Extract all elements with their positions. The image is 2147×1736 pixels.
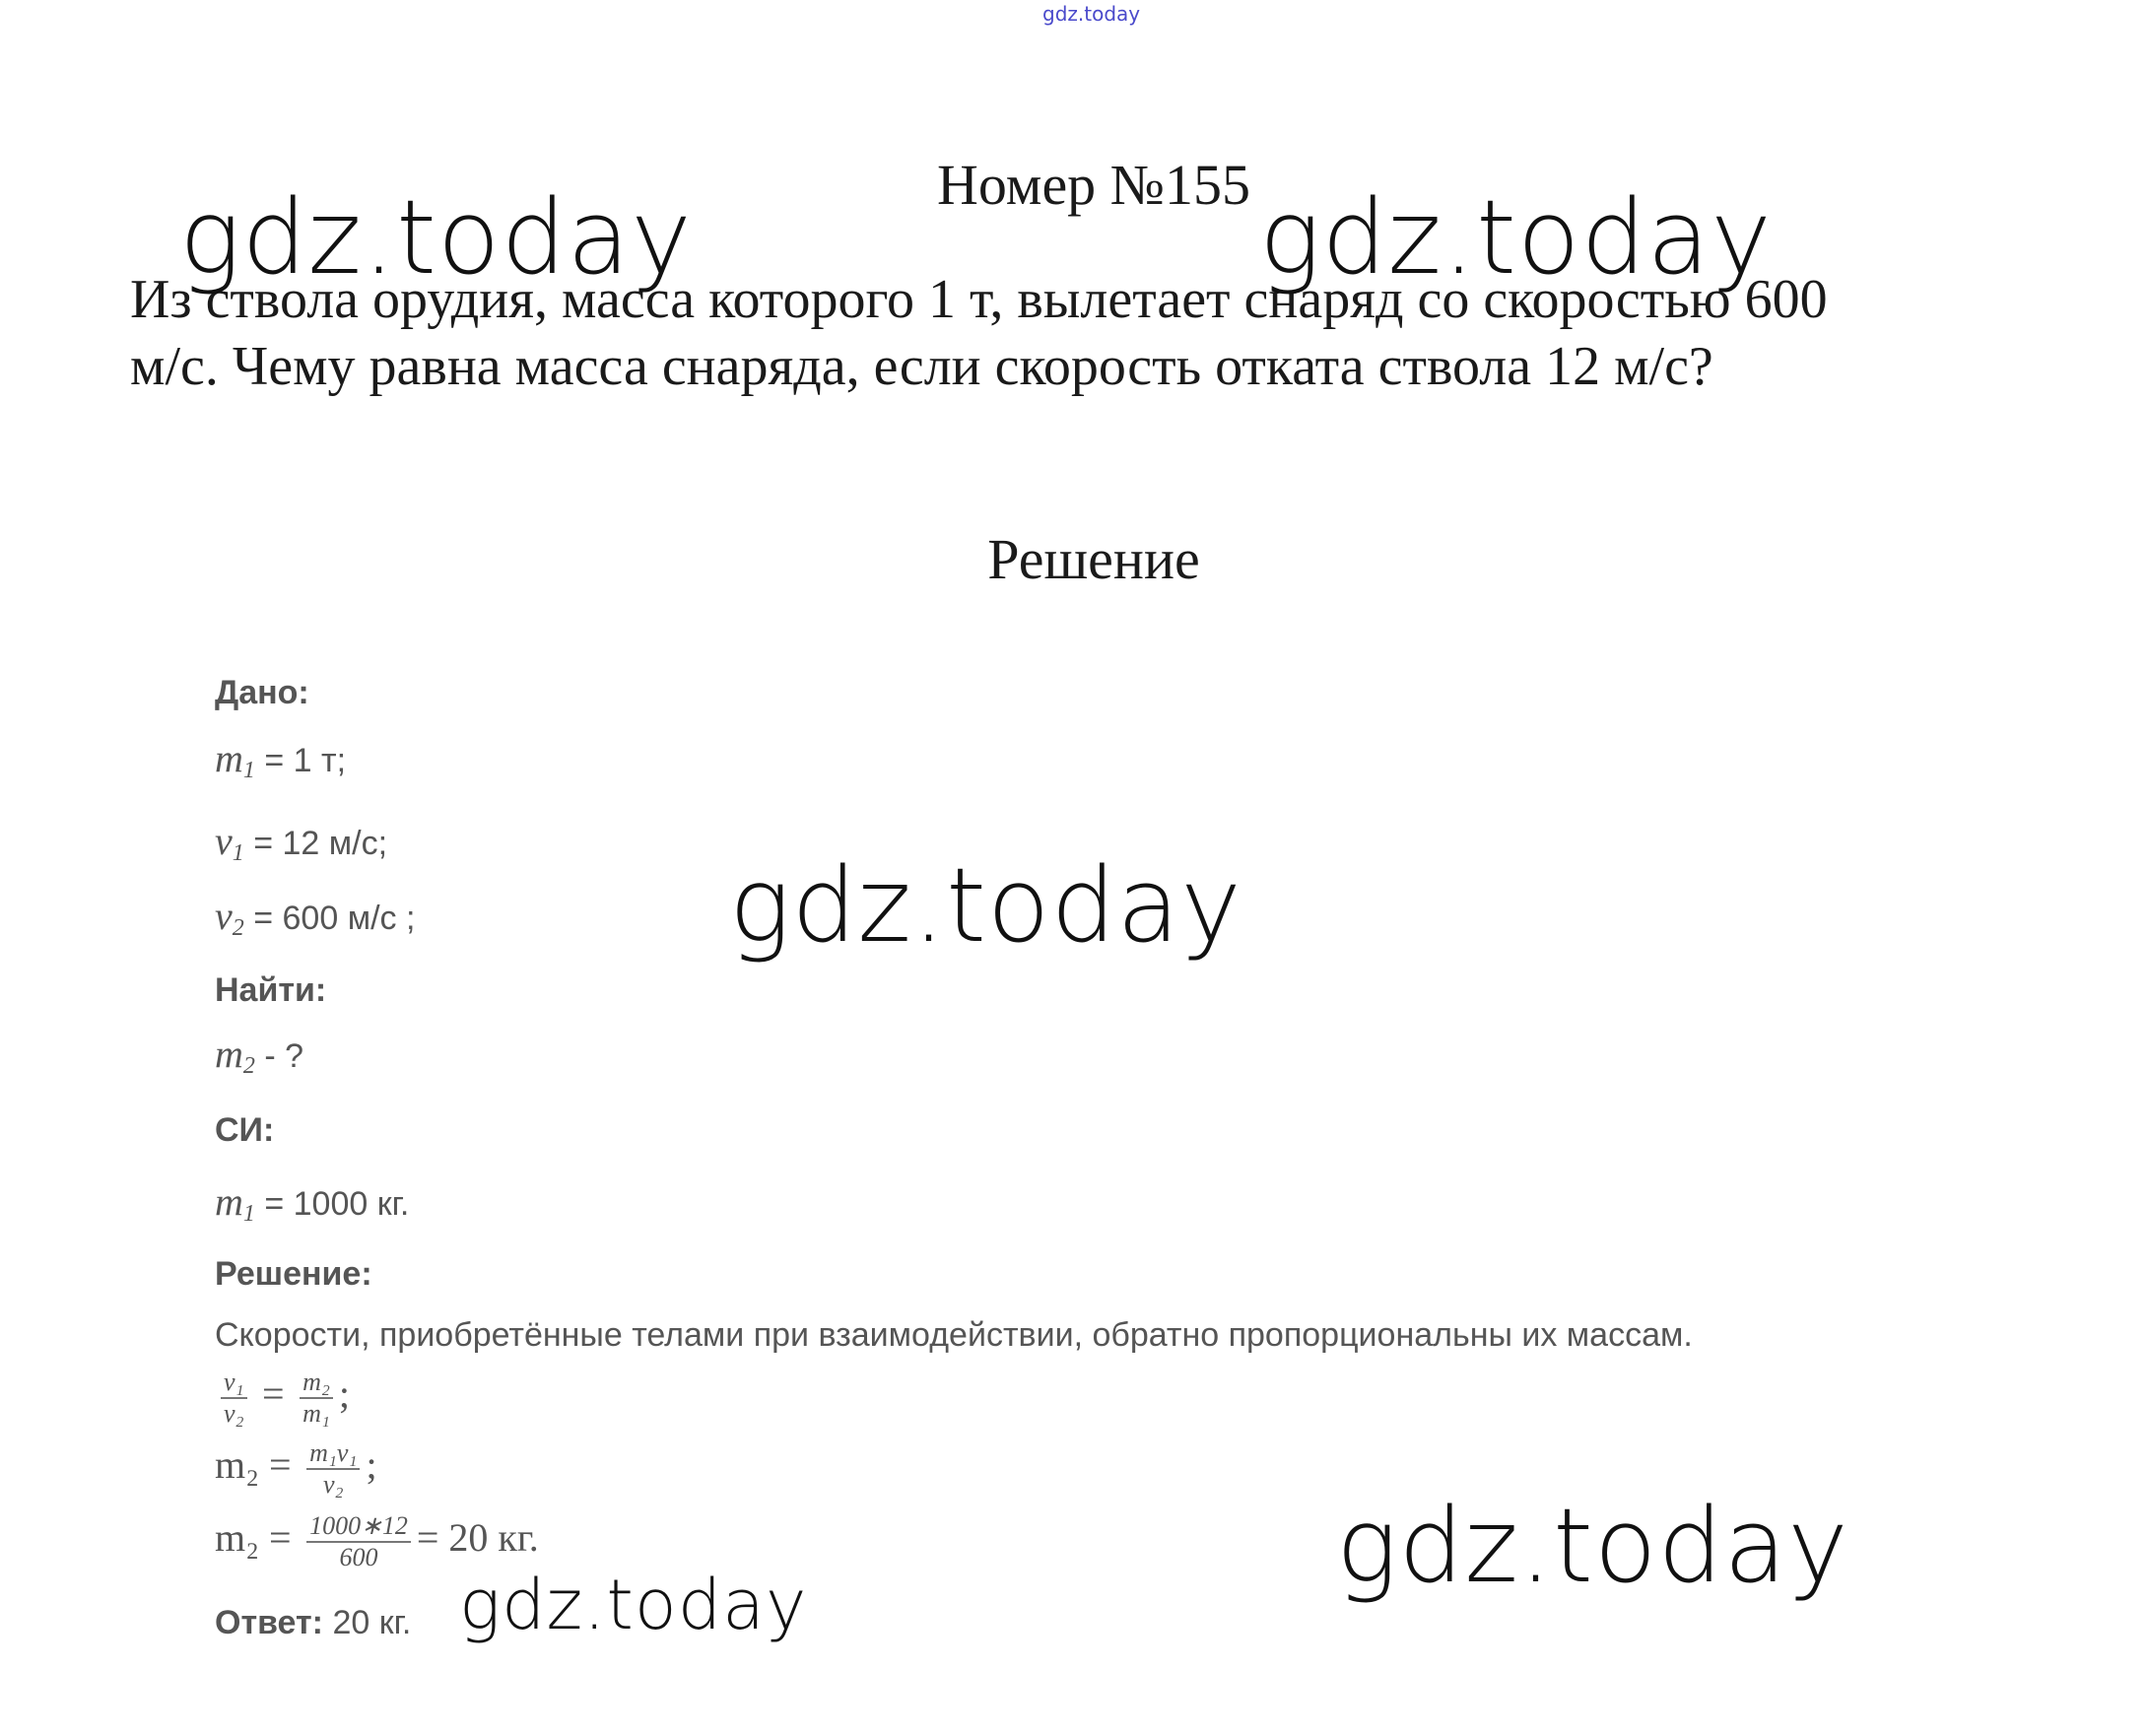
- solution-label: Решение:: [215, 1255, 372, 1293]
- answer: Ответ: 20 кг.: [215, 1604, 412, 1641]
- given-v1: $v_1 = 12$ м/с;: [215, 819, 388, 866]
- find-label: Найти:: [215, 971, 327, 1009]
- watermark: gdz.today: [179, 177, 693, 298]
- find-m2: $m_2$ - ?: [215, 1032, 304, 1079]
- formula-m2-expression: m₂ = $\frac{\text{m₁v₁}}{\text{v₂}}$ ;: [215, 1438, 377, 1499]
- si-label: СИ:: [215, 1111, 275, 1149]
- watermark: gdz.today: [459, 1565, 808, 1645]
- given-v2: $v_2 = 600$ м/с ;: [215, 894, 416, 941]
- given-m1: $m_1 = 1$ т;: [215, 736, 347, 783]
- si-m1: $m_1 = 1000$ кг.: [215, 1179, 410, 1227]
- formula-ratio: $\frac{\text{v₁}}{\text{v₂}}$ = $\frac{\text{m₂}}{\text{m₁}}$ ;: [215, 1368, 350, 1429]
- watermark: gdz.today: [1336, 1486, 1849, 1606]
- watermark: gdz.today: [729, 845, 1242, 966]
- formula-m2-result: m₂ = $\frac{1000∗12}{600}$ = 20 кг.: [215, 1511, 539, 1571]
- given-label: Дано:: [215, 674, 309, 711]
- solution-heading: Решение: [987, 527, 1200, 591]
- watermark: gdz.today: [1259, 177, 1773, 298]
- watermark-small: gdz.today: [1042, 2, 1141, 26]
- task-text: Из ствола орудия, масса которого 1 т, вылетает снаряд со скоростью 600 м/с. Чему равна масса снаряда, если скорость отката ствола 12 м/с?: [130, 269, 1828, 397]
- page-title: Номер №155: [936, 153, 1251, 217]
- solution-text: Скорости, приобретённые телами при взаимодействии, обратно пропорциональны их массам.: [215, 1316, 1693, 1354]
